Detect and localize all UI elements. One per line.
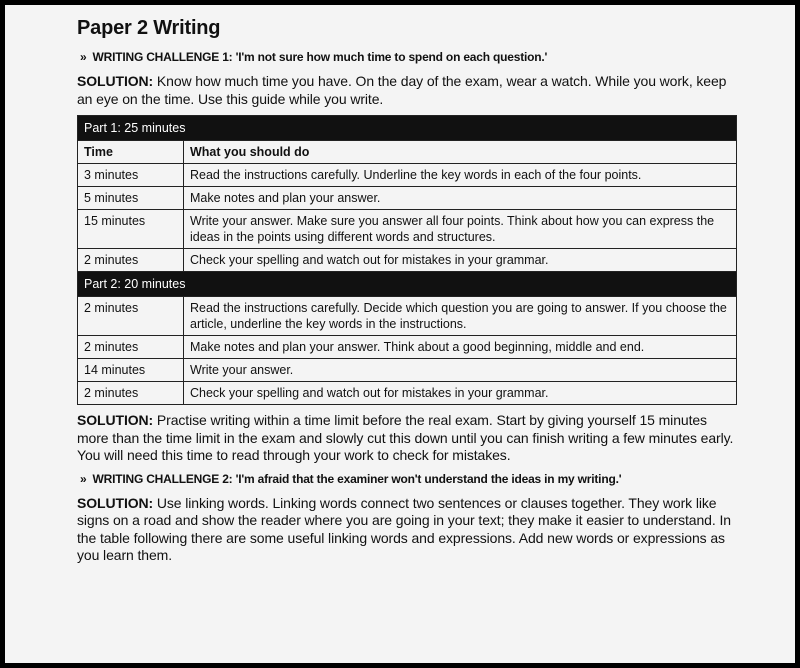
- challenge-2-heading: WRITING CHALLENGE 2: 'I'm afraid that the examiner won't understand the ideas in my writing.': [92, 471, 622, 486]
- table-header-row: [78, 141, 737, 164]
- table-row: [78, 210, 737, 249]
- row-time: 2 minutes: [78, 382, 184, 405]
- solution-2-text: Practise writing within a time limit before the real exam. Start by giving yourself 15 minutes more than the time limit in the exam and slowly cut this down until you can finish writing a few minutes early. You will need this time to read through your work to check for mistakes.: [77, 412, 734, 463]
- double-chevron-icon: »: [80, 471, 87, 486]
- writing-challenge-2: [80, 472, 795, 486]
- row-time: 2 minutes: [78, 249, 184, 272]
- row-what: Write your answer.: [184, 359, 737, 382]
- table-row: [78, 382, 737, 405]
- table-row: [78, 187, 737, 210]
- part-2-row: [78, 272, 737, 297]
- header-what: What you should do: [184, 141, 737, 164]
- time-guide-table: [77, 115, 737, 405]
- row-what: Read the instructions carefully. Decide which question you are going to answer. If you choose the article, underline the key words in the instructions.: [184, 297, 737, 336]
- row-time: 3 minutes: [78, 164, 184, 187]
- solution-3-text: Use linking words. Linking words connect two sentences or clauses together. They work like signs on a road and show the reader where you are going in your text; they make it easier to understand. In the table following there are some useful linking words and expressions. Add new words or expressions as you learn them.: [77, 494, 731, 563]
- table-row: [78, 249, 737, 272]
- double-chevron-icon: »: [80, 50, 87, 64]
- table-row: [78, 359, 737, 382]
- part-2-heading: Part 2: 20 minutes: [78, 272, 737, 297]
- solution-label: SOLUTION:: [77, 412, 154, 428]
- row-time: 2 minutes: [78, 297, 184, 336]
- row-time: 2 minutes: [78, 336, 184, 359]
- table-row: [78, 164, 737, 187]
- row-what: Read the instructions carefully. Underline the key words in each of the four points.: [184, 164, 737, 187]
- row-time: 14 minutes: [78, 359, 184, 382]
- row-what: Check your spelling and watch out for mistakes in your grammar.: [184, 382, 737, 405]
- table-row: [78, 297, 737, 336]
- document-page: [5, 5, 795, 663]
- part-1-row: [78, 116, 737, 141]
- row-what: Check your spelling and watch out for mistakes in your grammar.: [184, 249, 737, 272]
- row-what: Make notes and plan your answer.: [184, 187, 737, 210]
- header-time: Time: [78, 141, 184, 164]
- writing-challenge-1: [80, 50, 795, 64]
- solution-3: [77, 495, 737, 565]
- solution-label: SOLUTION:: [77, 73, 154, 89]
- solution-2: [77, 412, 737, 465]
- row-time: 5 minutes: [78, 187, 184, 210]
- page-title: Paper 2 Writing: [77, 17, 221, 39]
- solution-label: SOLUTION:: [77, 494, 154, 511]
- solution-1-text: Know how much time you have. On the day of the exam, wear a watch. While you work, keep an eye on the time. Use this guide while you write.: [77, 73, 727, 107]
- row-time: 15 minutes: [78, 210, 184, 249]
- challenge-1-heading: WRITING CHALLENGE 1: 'I'm not sure how much time to spend on each question.': [92, 50, 548, 64]
- row-what: Write your answer. Make sure you answer all four points. Think about how you can express the ideas in the points using different words and structures.: [184, 210, 737, 249]
- part-1-heading: Part 1: 25 minutes: [78, 116, 737, 141]
- row-what: Make notes and plan your answer. Think about a good beginning, middle and end.: [184, 336, 737, 359]
- solution-1: [77, 73, 737, 108]
- table-row: [78, 336, 737, 359]
